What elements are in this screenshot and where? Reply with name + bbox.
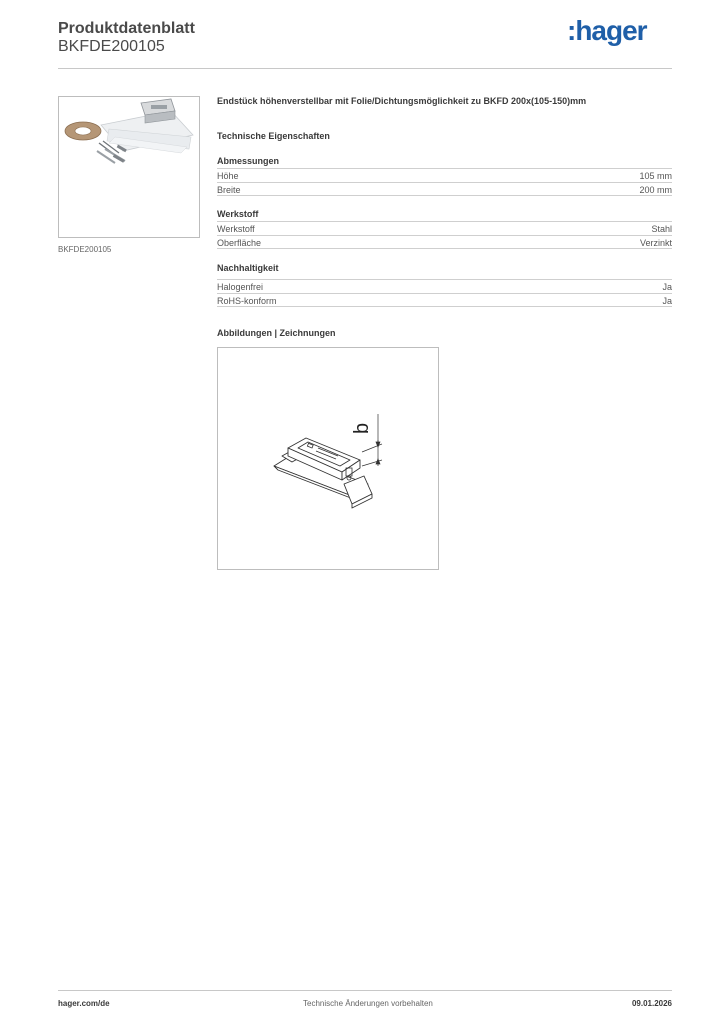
product-image-caption: BKFDE200105 bbox=[58, 245, 112, 254]
drawings-title: Abbildungen | Zeichnungen bbox=[217, 328, 336, 338]
header-divider bbox=[58, 68, 672, 69]
spec-value: Stahl bbox=[651, 224, 672, 234]
spec-row-halogenfrei bbox=[217, 279, 672, 293]
logo-text: hager bbox=[575, 15, 647, 46]
technical-heading: Technische Eigenschaften bbox=[217, 131, 330, 141]
section-title-abmessungen: Abmessungen bbox=[217, 156, 280, 166]
spec-row-rohs bbox=[217, 293, 672, 307]
spec-row-oberflaeche bbox=[217, 235, 672, 249]
footer-divider bbox=[58, 990, 672, 991]
spec-value: Ja bbox=[662, 296, 672, 306]
page-title: Produktdatenblatt bbox=[58, 20, 195, 37]
spec-value: Ja bbox=[662, 282, 672, 292]
footer-website-link[interactable]: hager.com/de bbox=[58, 999, 110, 1008]
technical-drawing bbox=[217, 347, 439, 570]
hager-logo: :hager bbox=[567, 15, 647, 46]
spec-key: Höhe bbox=[217, 171, 239, 181]
spec-value: 200 mm bbox=[639, 185, 672, 195]
footer-notice: Technische Änderungen vorbehalten bbox=[303, 999, 433, 1008]
spec-value: Verzinkt bbox=[639, 238, 672, 248]
spec-key: Breite bbox=[217, 185, 241, 195]
product-image bbox=[58, 96, 200, 238]
spec-row-hoehe bbox=[217, 168, 672, 182]
dimension-label-b: b bbox=[351, 422, 373, 434]
spec-key: Halogenfrei bbox=[217, 282, 264, 292]
article-number: BKFDE200105 bbox=[58, 38, 165, 55]
spec-key: RoHS-konform bbox=[217, 296, 277, 306]
spec-key: Oberfläche bbox=[217, 238, 262, 248]
section-title-nachhaltigkeit: Nachhaltigkeit bbox=[217, 263, 279, 273]
section-title-werkstoff: Werkstoff bbox=[217, 209, 259, 219]
spec-value: 105 mm bbox=[639, 171, 672, 181]
spec-key: Werkstoff bbox=[217, 224, 255, 234]
product-description: Endstück höhenverstellbar mit Folie/Dichtungsmöglichkeit zu BKFD 200x(105-150)mm bbox=[217, 96, 587, 106]
technical-drawing-svg bbox=[218, 348, 438, 569]
product-illustration bbox=[59, 97, 199, 237]
spec-row-werkstoff bbox=[217, 221, 672, 235]
spec-row-breite bbox=[217, 182, 672, 196]
footer-date: 09.01.2026 bbox=[631, 999, 672, 1008]
